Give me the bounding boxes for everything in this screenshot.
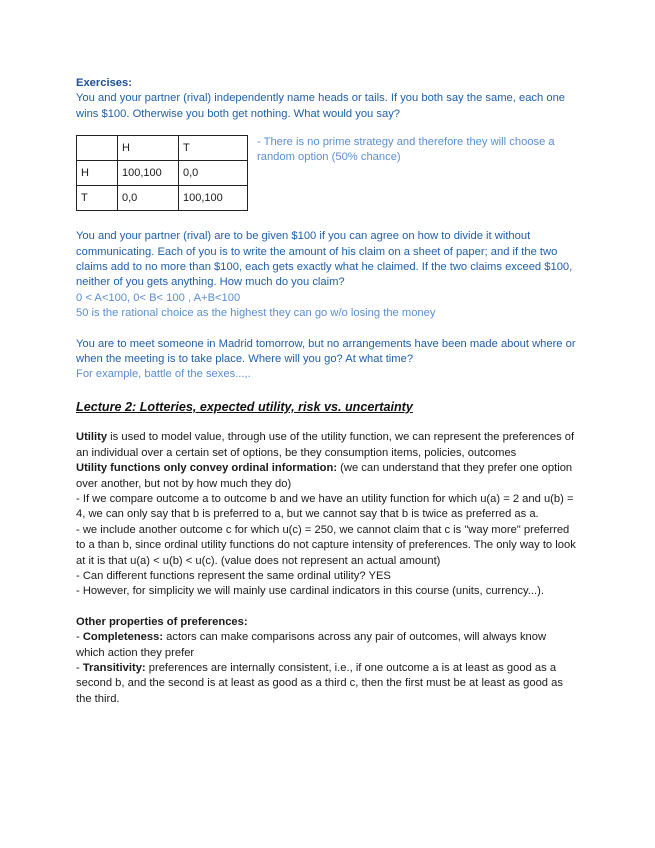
- utility-paragraph: [76, 430, 576, 461]
- payoff-section: [76, 135, 576, 214]
- table-cell: 100,100: [179, 186, 248, 211]
- ordinal-paragraph: [76, 461, 576, 492]
- lecture-title: Lecture 2: Lotteries, expected utility, risk vs. uncertainty: [76, 399, 413, 414]
- table-cell: H: [77, 161, 118, 186]
- exercise-1-answer: - There is no prime strategy and therefore they will choose a random option (50% chance): [257, 136, 555, 164]
- document-page: [76, 76, 576, 707]
- completeness-text: actors can make comparisons across any pair of outcomes, will always know which action they prefer: [76, 631, 547, 659]
- table-row: [77, 161, 248, 186]
- completeness-term: Completeness:: [82, 631, 164, 644]
- transitivity-term: Transitivity:: [82, 661, 146, 674]
- utility-term: Utility: [76, 431, 108, 444]
- table-cell: T: [77, 186, 118, 211]
- exercises-heading: Exercises:: [76, 77, 132, 89]
- table-cell: H: [118, 136, 179, 161]
- table-cell: 0,0: [118, 186, 179, 211]
- completeness-paragraph: [76, 630, 576, 661]
- utility-text: is used to model value, through use of the utility function, we can represent the preferences of an individual over a certain set of options, be they consumption items, policies, outcomes: [76, 431, 575, 459]
- exercise-3-text: You are to meet someone in Madrid tomorrow, but no arrangements have been made about where or when the meeting is to take place. Where will you go? At what time?: [76, 337, 576, 366]
- ordinal-text: (we can understand that they prefer one option over another, but not by how much they do): [76, 462, 573, 490]
- transitivity-paragraph: [76, 661, 576, 707]
- exercise-2-answer-1: 0 < A<100, 0< B< 100 , A+B<100: [76, 291, 241, 304]
- bullet-3: - Can different functions represent the same ordinal utility? YES: [76, 569, 391, 582]
- exercise-3-answer: For example, battle of the sexes...,.: [76, 368, 251, 381]
- bullet-4: - However, for simplicity we will mainly use cardinal indicators in this course (units, currency...).: [76, 585, 544, 598]
- completeness-prefix: -: [76, 631, 83, 644]
- table-cell: 0,0: [179, 161, 248, 186]
- other-properties-heading: [76, 615, 576, 630]
- exercise-2-answer-2: 50 is the rational choice as the highest they can go w/o losing the money: [76, 307, 436, 320]
- transitivity-prefix: -: [76, 661, 83, 674]
- ordinal-term: Utility functions only convey ordinal information:: [76, 462, 338, 475]
- table-row: [77, 136, 248, 161]
- table-cell: 100,100: [118, 161, 179, 186]
- other-properties-heading-text: Other properties of preferences:: [76, 615, 248, 628]
- transitivity-text: preferences are internally consistent, i.e., if one outcome a is at least as good as a second b, and the second is at least as good as a third c, then the first must be at least as good as the third.: [76, 661, 563, 705]
- exercise-2-text: You and your partner (rival) are to be given $100 if you can agree on how to divide it without communicating. Each of you is to write the amount of his claim on a sheet of paper; and if the two claims add to no more than $100, each gets exactly what he claimed. If the two claims exceed $100, neither of you gets anything. How much do you claim?: [76, 230, 573, 289]
- payoff-table: [76, 135, 248, 211]
- bullet-1: - If we compare outcome a to outcome b and we have an utility function for which u(a) = 2 and u(b) = 4, we can only say that b is preferred to a, but we cannot say that b is twice as preferred as a.: [76, 492, 574, 521]
- exercise-1-text: You and your partner (rival) independently name heads or tails. If you both say the same, each one wins $100. Otherwise you both get nothing. What would you say?: [76, 92, 566, 120]
- bullet-2: - we include another outcome c for which u(c) = 250, we cannot claim that c is "way more" preferred to a than b, since ordinal utility functions do not capture intensity of preferences. The only way to look at it is that u(a) < u(b) < u(c). (value does not represent an actual amount): [76, 523, 576, 567]
- table-cell: [77, 136, 118, 161]
- table-cell: T: [179, 136, 248, 161]
- table-row: [77, 186, 248, 211]
